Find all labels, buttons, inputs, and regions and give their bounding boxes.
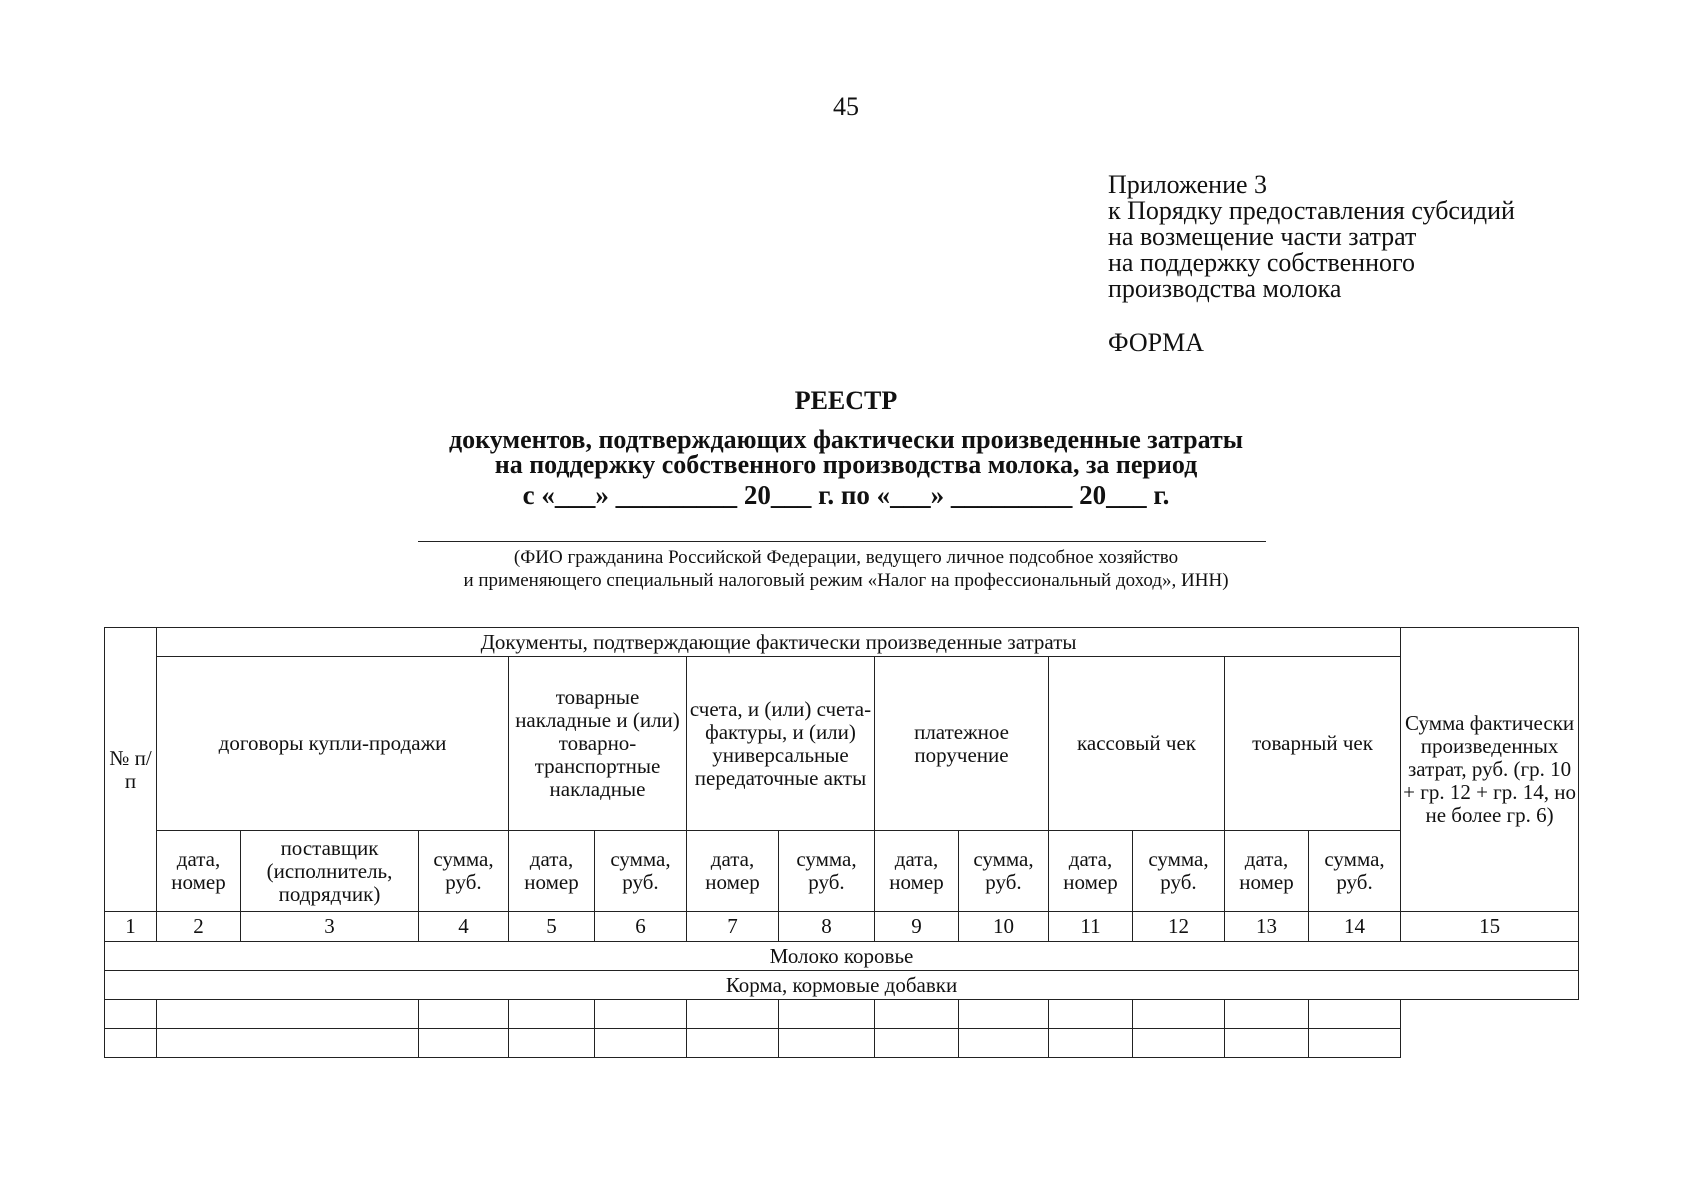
empty-cell[interactable] [687,1000,779,1029]
group-cash-receipt: кассовый чек [1049,657,1225,831]
empty-cell[interactable] [1309,1029,1401,1058]
column-number: 5 [509,912,595,942]
empty-cell[interactable] [875,1029,959,1058]
empty-cell[interactable] [157,1000,419,1029]
appendix-line: к Порядку предоставления субсидий [1108,196,1515,225]
empty-cell[interactable] [687,1029,779,1058]
appendix-block [1108,172,1515,302]
group-invoices: счета, и (или) счета-фактуры, и (или) универсальные передаточные акты [687,657,875,831]
empty-cell[interactable] [1049,1029,1133,1058]
section-row-feed: Корма, кормовые добавки [105,971,1579,1000]
group-waybills: товарные накладные и (или) товарно-транспортные накладные [509,657,687,831]
empty-cell[interactable] [1133,1029,1225,1058]
form-label: ФОРМА [1108,328,1204,357]
empty-cell[interactable] [779,1029,875,1058]
period-line: с «___» _________ 20___ г. по «___» _________ 20___ г. [522,480,1170,510]
group-sales-receipt: товарный чек [1225,657,1401,831]
header-documents: Документы, подтверждающие фактически произведенные затраты [157,628,1401,657]
empty-cell[interactable] [157,1029,419,1058]
header-total-sum: Сумма фактически произведенных затрат, руб. (гр. 10 + гр. 12 + гр. 14, но не более гр. 6) [1401,628,1579,912]
registry-table [104,627,1579,1058]
column-number: 1 [105,912,157,942]
appendix-line: производства молока [1108,274,1342,303]
appendix-line: на возмещение части затрат [1108,222,1417,251]
table-row [105,1000,1579,1029]
subheader-cell: сумма, руб. [779,831,875,912]
document-title: РЕЕСТР [794,386,898,415]
subheader-cell: поставщик (исполнитель, подрядчик) [241,831,419,912]
column-number: 14 [1309,912,1401,942]
empty-cell[interactable] [1225,1029,1309,1058]
subheader-cell: дата, номер [875,831,959,912]
column-number: 4 [419,912,509,942]
subheader-cell: сумма, руб. [959,831,1049,912]
header-row-number: № п/п [105,628,157,912]
fio-caption-line1: (ФИО гражданина Российской Федерации, ведущего личное подсобное хозяйство [513,547,1179,568]
empty-cell[interactable] [595,1000,687,1029]
column-number: 10 [959,912,1049,942]
document-subtitle-line2: на поддержку собственного производства молока, за период [494,450,1198,479]
empty-cell[interactable] [419,1029,509,1058]
empty-cell[interactable] [1133,1000,1225,1029]
column-number: 3 [241,912,419,942]
empty-cell[interactable] [1049,1000,1133,1029]
subheader-cell: сумма, руб. [595,831,687,912]
subheader-cell: дата, номер [1049,831,1133,912]
appendix-line: на поддержку собственного [1108,248,1416,277]
empty-cell[interactable] [779,1000,875,1029]
fio-signature-line [418,541,1266,542]
appendix-line: Приложение 3 [1108,170,1268,199]
section-row-cow-milk: Молоко коровье [105,942,1579,971]
column-number: 6 [595,912,687,942]
column-number: 9 [875,912,959,942]
group-sales-contracts: договоры купли-продажи [157,657,509,831]
empty-cell[interactable] [595,1029,687,1058]
empty-cell[interactable] [959,1000,1049,1029]
column-number: 15 [1401,912,1579,942]
empty-cell[interactable] [509,1000,595,1029]
column-number: 11 [1049,912,1133,942]
empty-cell[interactable] [1309,1000,1401,1029]
empty-cell[interactable] [959,1029,1049,1058]
empty-cell[interactable] [509,1029,595,1058]
column-number: 13 [1225,912,1309,942]
empty-cell[interactable] [875,1000,959,1029]
page-number: 45 [833,92,859,121]
subheader-cell: сумма, руб. [419,831,509,912]
subheader-cell: дата, номер [1225,831,1309,912]
subheader-cell: дата, номер [509,831,595,912]
subheader-cell: дата, номер [157,831,241,912]
empty-cell[interactable] [1225,1000,1309,1029]
fio-caption-line2: и применяющего специальный налоговый режим «Налог на профессиональный доход», ИНН) [463,570,1229,591]
empty-cell[interactable] [105,1029,157,1058]
empty-cell[interactable] [105,1000,157,1029]
empty-cell[interactable] [419,1000,509,1029]
table-row [105,1029,1579,1058]
column-number: 12 [1133,912,1225,942]
column-number: 8 [779,912,875,942]
column-number: 2 [157,912,241,942]
subheader-cell: сумма, руб. [1133,831,1225,912]
document-subtitle-line1: документов, подтверждающих фактически произведенные затраты [448,425,1244,454]
column-number: 7 [687,912,779,942]
subheader-cell: сумма, руб. [1309,831,1401,912]
subheader-cell: дата, номер [687,831,779,912]
group-payment-order: платежное поручение [875,657,1049,831]
